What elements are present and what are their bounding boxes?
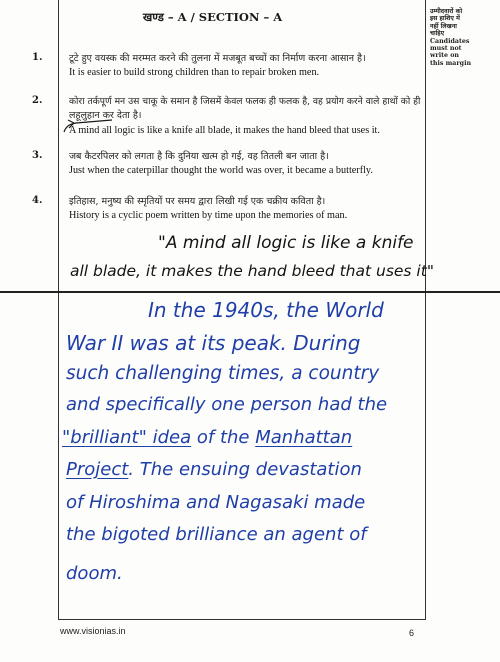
footer-website: www.visionias.in xyxy=(60,626,126,636)
answer-word-brilliant: "brilliant" xyxy=(62,427,147,448)
question-number: 1. xyxy=(32,52,43,63)
answer-line: and specifically one person had the xyxy=(66,394,388,415)
question-hindi: कोरा तर्कपूर्ण मन उस चाकू के समान है जिसमें केवल फलक ही फलक है, वह प्रयोग करने वाले हाथों को ही xyxy=(69,96,421,107)
question-hindi-continued: लहूलुहान कर देता है। xyxy=(69,110,142,121)
handwritten-quote-line: all blade, it makes the hand bleed that uses it" xyxy=(70,262,434,280)
right-margin-rule xyxy=(425,0,426,620)
bottom-rule xyxy=(58,619,426,620)
pen-arrow-mark xyxy=(60,110,120,136)
question-number: 4. xyxy=(32,195,43,206)
question-hindi: टूटे हुए वयस्क की मरम्मत करने की तुलना में मजबूत बच्चों का निर्माण करना आसान है। xyxy=(69,53,366,64)
question-hindi: जब कैटरपिलर को लगता है कि दुनिया खत्म हो गई, वह तितली बन जाता है। xyxy=(69,151,329,162)
answer-word-idea: idea xyxy=(146,427,192,448)
left-margin-rule xyxy=(58,0,59,620)
question-english: Just when the caterpillar thought the world was over, it became a butterfly. xyxy=(69,165,373,176)
question-number: 2. xyxy=(32,95,43,106)
answer-line: of Hiroshima and Nagasaki made xyxy=(66,492,366,513)
question-english: A mind all logic is like a knife all blade, it makes the hand bleed that uses it. xyxy=(69,125,380,136)
answer-word-project: Project xyxy=(66,459,129,480)
answer-divider xyxy=(0,291,500,293)
page-number: 6 xyxy=(409,628,415,638)
answer-line: "brilliant" idea of the Manhattan xyxy=(62,427,353,448)
answer-line: War II was at its peak. During xyxy=(66,331,361,355)
answer-line: In the 1940s, the World xyxy=(148,298,384,322)
question-hindi: इतिहास, मनुष्य की स्मृतियों पर समय द्वारा लिखी गई एक चक्रीय कविता है। xyxy=(69,196,326,207)
margin-instruction: उम्मीदवारों को इस हाशिए में नहीं लिखना चाहिए Candidates must not write on this margin xyxy=(430,8,472,67)
section-header: खण्ड – A / SECTION – A xyxy=(142,10,283,24)
answer-line: the bigoted brilliance an agent of xyxy=(66,524,367,545)
answer-line: such challenging times, a country xyxy=(66,363,380,384)
question-number: 3. xyxy=(32,150,43,161)
answer-line: doom. xyxy=(66,563,123,584)
answer-line: Project. The ensuing devastation xyxy=(66,459,362,480)
question-english: It is easier to build strong children than to repair broken men. xyxy=(69,67,320,78)
answer-word-manhattan: Manhattan xyxy=(255,427,353,448)
handwritten-quote-line: "A mind all logic is like a knife xyxy=(158,233,414,253)
question-english: History is a cyclic poem written by time upon the memories of man. xyxy=(69,210,348,221)
